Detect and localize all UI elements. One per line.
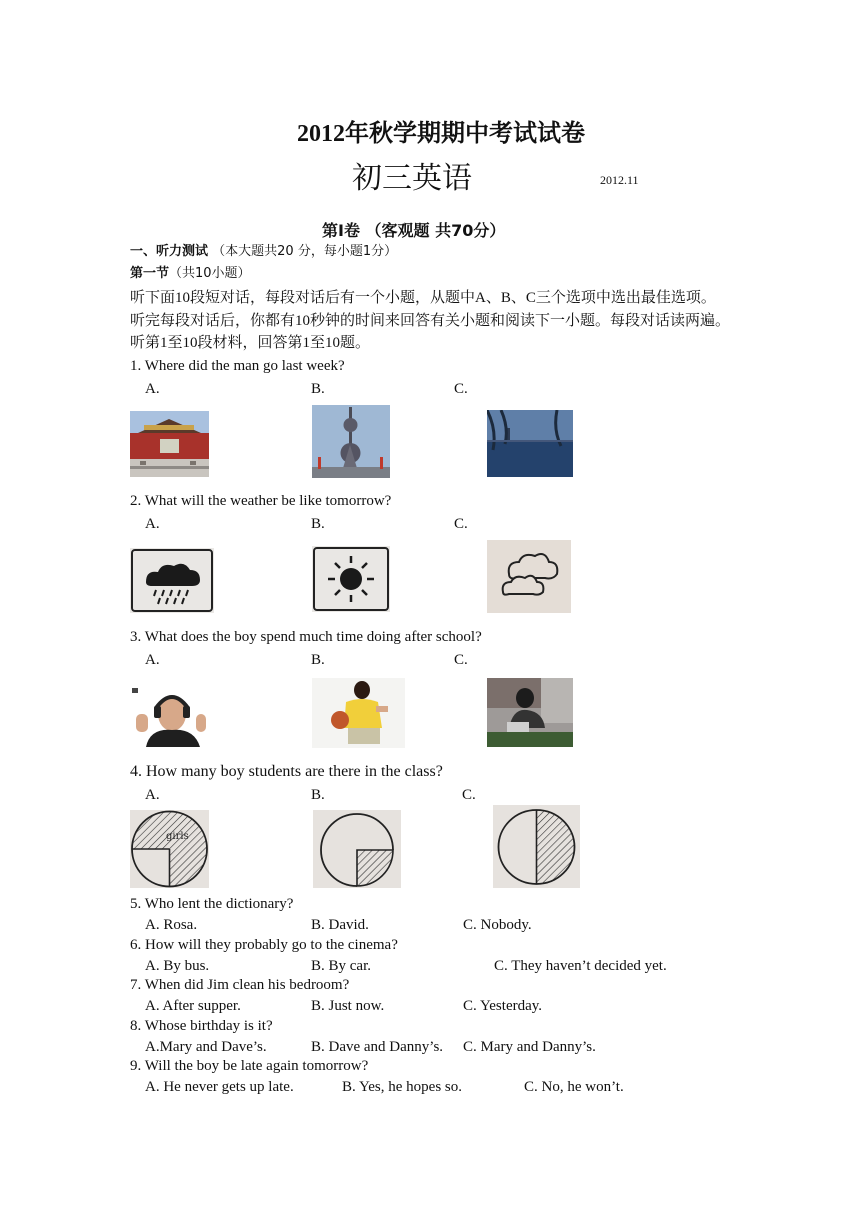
part-heading: 第Ⅰ卷 （客观题 共70分） <box>322 221 506 240</box>
option-label-a: A. <box>145 381 160 397</box>
option-c: C. Nobody. <box>463 917 532 933</box>
option-label-c: C. <box>454 652 468 668</box>
question-text: 2. What will the weather be like tomorrow? <box>130 493 392 509</box>
option-label-b: B. <box>311 516 325 532</box>
option-label-b: B. <box>311 787 325 803</box>
subsection-note: （共10小题） <box>169 266 251 281</box>
section-heading <box>130 243 397 261</box>
question-text: 5. Who lent the dictionary? <box>130 896 294 912</box>
option-label-c: C. <box>462 787 476 803</box>
option-c: C. No, he won’t. <box>524 1079 624 1095</box>
subsection-name: 第一节 <box>130 266 170 281</box>
option-b: B. By car. <box>311 958 371 974</box>
question-text: 6. How will they probably go to the cinema? <box>130 937 398 953</box>
question-text: 1. Where did the man go last week? <box>130 358 345 374</box>
west-lake-photo <box>487 410 573 477</box>
question-text: 7. When did Jim clean his bedroom? <box>130 977 350 993</box>
section-name: 一、听力测试 <box>130 244 209 259</box>
exam-title: 2012年秋学期期中考试试卷 <box>297 121 585 147</box>
question-text: 9. Will the boy be late again tomorrow? <box>130 1058 369 1074</box>
instruction-line: 听完每段对话后，你都有10秒钟的时间来回答有关小题和阅读下一小题。每段对话读两遍。 <box>130 313 731 329</box>
basketball-photo <box>312 678 405 748</box>
exam-date: 2012.11 <box>600 173 639 187</box>
rain-cloud-icon <box>130 548 214 613</box>
option-label-c: C. <box>454 381 468 397</box>
music-headphones-photo <box>130 684 209 747</box>
question-text: 3. What does the boy spend much time doing after school? <box>130 629 482 645</box>
option-a: A. He never gets up late. <box>145 1079 294 1095</box>
question-text: 8. Whose birthday is it? <box>130 1018 273 1034</box>
subsection-heading <box>130 265 251 283</box>
option-b: B. David. <box>311 917 369 933</box>
instruction-line: 听第1至10段材料，回答第1至10题。 <box>130 335 371 351</box>
option-b: B. Dave and Danny’s. <box>311 1039 444 1055</box>
cloudy-icon <box>487 540 571 613</box>
option-label-c: C. <box>454 516 468 532</box>
question-text <box>130 763 443 781</box>
tiananmen-photo <box>130 411 209 477</box>
option-label-b: B. <box>311 652 325 668</box>
option-label-a: A. <box>145 787 160 803</box>
option-c: C. They haven’t decided yet. <box>494 958 667 974</box>
pie-chart-a <box>130 810 209 888</box>
option-c: C. Yesterday. <box>463 998 543 1014</box>
option-label-a: A. <box>145 652 160 668</box>
subject-title: 初三英语 <box>352 161 472 196</box>
option-b: B. Yes, he hopes so. <box>342 1079 463 1095</box>
pie-chart-b <box>313 810 401 888</box>
instruction-line: 听下面10段短对话，每段对话后有一个小题，从题中A、B、C三个选项中选出最佳选项。 <box>130 290 716 306</box>
sun-icon <box>312 546 390 612</box>
option-c: C. Mary and Danny’s. <box>463 1039 596 1055</box>
option-a: A. After supper. <box>145 998 241 1014</box>
option-a: A. By bus. <box>145 958 210 974</box>
tv-tower-photo <box>312 405 390 478</box>
computer-work-photo <box>487 678 573 747</box>
pie-chart-c <box>493 805 580 888</box>
option-label-a: A. <box>145 516 160 532</box>
option-b: B. Just now. <box>311 998 385 1014</box>
question-4-text: 4. How many boy students are there in the class? <box>130 763 443 780</box>
section-note: （本大题共20 分，每小题1分） <box>212 244 398 259</box>
option-label-b: B. <box>311 381 325 397</box>
pie-label-girls: girls <box>166 831 189 842</box>
option-a: A. Rosa. <box>145 917 198 933</box>
option-a: A.Mary and Dave’s. <box>145 1039 267 1055</box>
